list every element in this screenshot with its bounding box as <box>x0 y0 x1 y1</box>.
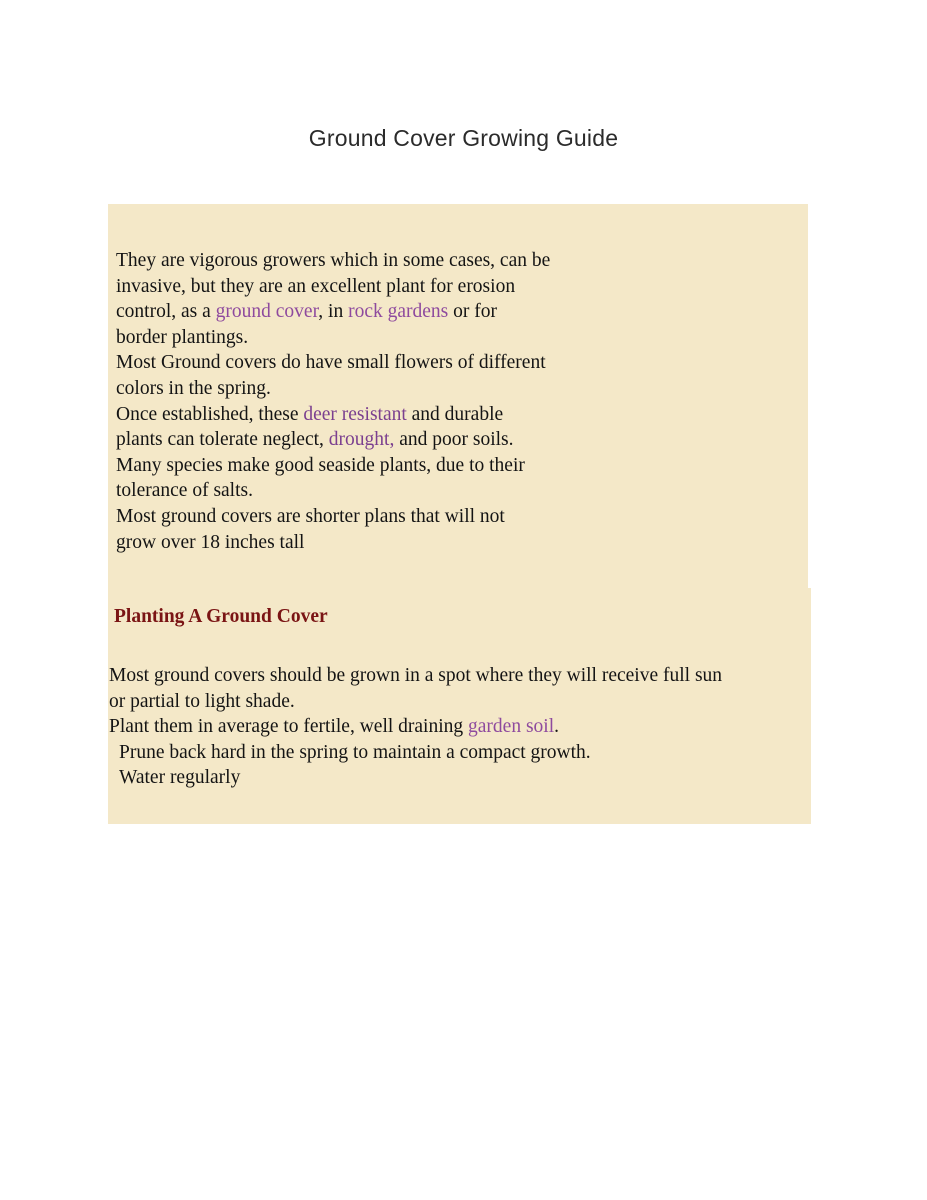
link-garden-soil[interactable]: garden soil <box>468 716 555 738</box>
text-line <box>109 740 809 766</box>
text-segment: Once established, these <box>116 403 304 425</box>
link-deer-resistant[interactable]: deer resistant <box>303 403 407 425</box>
text-segment: and poor soils. <box>394 429 514 451</box>
text-segment: Prune back hard in the spring to maintain a compact growth. <box>119 741 591 763</box>
text-segment: and durable <box>406 403 504 425</box>
text-segment: colors in the spring. <box>116 377 271 399</box>
text-segment: Most ground covers should be grown in a spot where they will receive full sun <box>109 665 723 686</box>
page-title: Ground Cover Growing Guide <box>308 125 619 152</box>
text-segment: tolerance of salts. <box>116 480 253 502</box>
text-segment: Most Ground covers do have small flowers of different <box>116 352 546 374</box>
text-line <box>116 274 806 300</box>
text-segment: border plantings. <box>116 326 249 348</box>
text-line <box>116 402 806 428</box>
text-segment: invasive, but they are an excellent plant for erosion <box>116 275 516 297</box>
text-line <box>109 765 809 791</box>
text-line <box>116 478 806 504</box>
text-segment: plants can tolerate neglect, <box>116 429 329 451</box>
text-segment: or for <box>448 301 497 323</box>
text-line <box>116 325 806 351</box>
text-segment: Most ground covers are shorter plans that will not <box>116 505 505 527</box>
text-line <box>116 376 806 402</box>
text-segment: grow over 18 inches tall <box>116 531 305 553</box>
text-line <box>116 530 806 556</box>
text-line <box>116 427 806 453</box>
section-heading-planting: Planting A Ground Cover <box>114 606 328 628</box>
text-segment: or partial to light shade. <box>109 690 295 712</box>
link-drought[interactable]: drought, <box>328 429 395 451</box>
text-segment: Water regularly <box>119 767 241 789</box>
intro-paragraph-block <box>116 248 806 555</box>
text-line <box>116 504 806 530</box>
text-line <box>116 453 806 479</box>
text-segment: Plant them in average to fertile, well draining <box>109 716 469 738</box>
text-line <box>116 350 806 376</box>
link-ground-cover[interactable]: ground cover <box>215 301 319 323</box>
text-segment: , in <box>318 301 349 323</box>
text-line <box>109 689 809 715</box>
text-line <box>109 714 809 740</box>
text-segment: control, as a <box>116 301 216 323</box>
text-segment: Many species make good seaside plants, due to their <box>116 454 525 476</box>
planting-paragraph-block <box>109 663 809 791</box>
text-line <box>116 248 806 274</box>
text-segment: . <box>554 716 559 738</box>
text-line <box>109 663 809 689</box>
text-segment: They are vigorous growers which in some cases, can be <box>116 250 551 271</box>
link-rock-gardens[interactable]: rock gardens <box>348 301 449 323</box>
text-line <box>116 299 806 325</box>
